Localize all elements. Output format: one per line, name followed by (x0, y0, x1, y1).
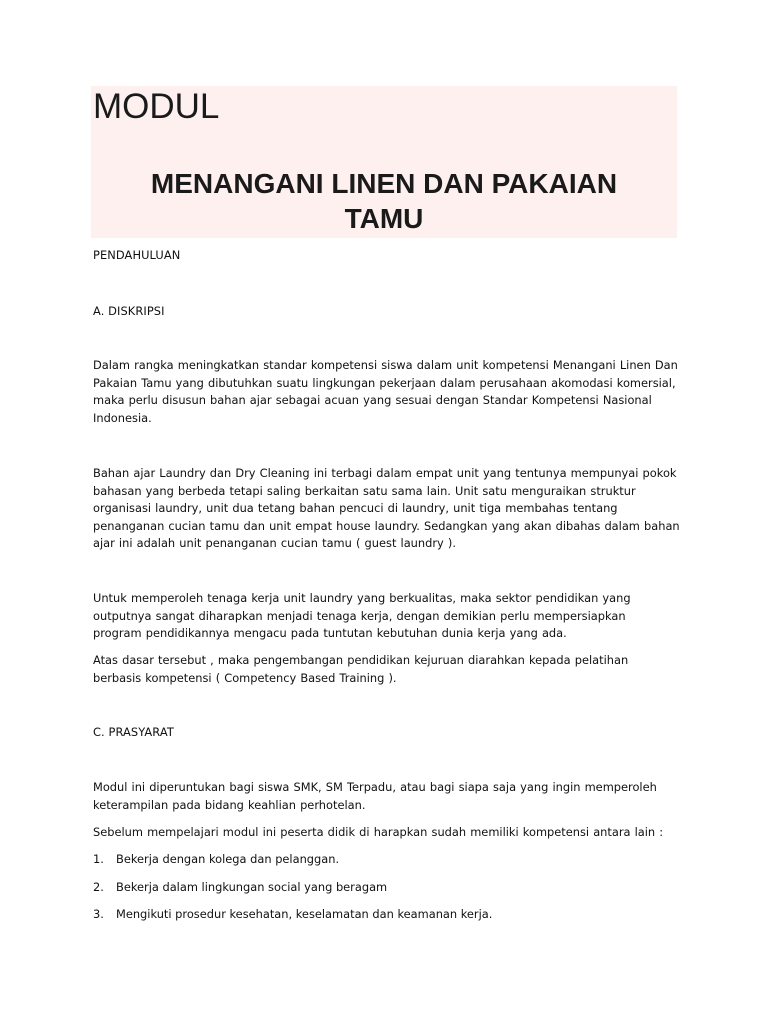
list-text: Bekerja dengan kolega dan pelanggan. (116, 852, 340, 866)
paragraph-line: Bahan ajar Laundry dan Dry Cleaning ini terbagi dalam empat unit yang tentunya mempunyai pokok (93, 466, 677, 480)
list-item (93, 851, 339, 869)
title-line-1: MENANGANI LINEN DAN PAKAIAN (150, 168, 618, 199)
section-pendahuluan: PENDAHULUAN (93, 248, 181, 262)
paragraph-line: Atas dasar tersebut , maka pengembangan pendidikan kejuruan diarahkan kepada pelatihan (93, 653, 629, 667)
paragraph-1 (93, 357, 683, 427)
list-number: 2. (93, 880, 104, 894)
section-diskripsi-heading: A. DISKRIPSI (93, 304, 165, 318)
paragraph-line: keterampilan pada bidang keahlian perhotelan. (93, 797, 366, 812)
paragraph-line: Untuk memperoleh tenaga kerja unit laundry yang berkualitas, maka sektor pendidikan yang (93, 591, 631, 605)
paragraph-line: Sebelum mempelajari modul ini peserta didik di harapkan sudah memiliki kompetensi antara lain : (93, 825, 664, 839)
list-text: Mengikuti prosedur kesehatan, keselamatan dan keamanan kerja. (116, 907, 493, 921)
paragraph-line: Modul ini diperuntukan bagi siswa SMK, SM Terpadu, atau bagi siapa saja yang ingin memperoleh (93, 780, 657, 794)
modul-label: MODUL (93, 87, 220, 126)
paragraph-line: Pakaian Tamu yang dibutuhkan suatu lingkungan pekerjaan dalam perusahaan akomodasi komersial, (93, 375, 676, 390)
paragraph-line: ajar ini adalah unit penanganan cucian tamu ( guest laundry ). (93, 536, 456, 551)
paragraph-line: berbasis kompetensi ( Competency Based Training ). (93, 670, 397, 685)
list-item (93, 879, 387, 897)
paragraph-line: maka perlu disusun bahan ajar sebagai acuan yang sesuai dengan Standar Kompetensi Nasional (93, 393, 652, 408)
document-title (91, 166, 677, 236)
paragraph-line: Indonesia. (93, 410, 152, 425)
list-number: 3. (93, 907, 104, 921)
paragraph-line: program pendidikannya mengacu pada tuntutan kebutuhan dunia kerja yang ada. (93, 626, 567, 641)
paragraph-line: outputnya sangat diharapkan menjadi tenaga kerja, dengan demikian perlu mempersiapkan (93, 608, 626, 623)
list-number: 1. (93, 852, 104, 866)
list-item (93, 906, 492, 924)
paragraph-6 (93, 824, 683, 842)
paragraph-line: penanganan cucian tamu dan unit empat house laundry. Sedangkan yang akan dibahas dalam bahan (93, 518, 680, 533)
paragraph-line: bahasan yang berbeda tetapi saling berkaitan satu sama lain. Unit satu menguraikan struktur (93, 483, 636, 498)
title-line-2: TAMU (344, 203, 424, 234)
paragraph-line: Dalam rangka meningkatkan standar kompetensi siswa dalam unit kompetensi Menangani Linen Dan (93, 358, 678, 372)
list-text: Bekerja dalam lingkungan social yang beragam (116, 880, 388, 894)
paragraph-3 (93, 590, 683, 643)
paragraph-line: organisasi laundry, unit dua tetang bahan pencuci di laundry, unit tiga membahas tentang (93, 501, 618, 516)
paragraph-2 (93, 465, 683, 553)
paragraph-5 (93, 779, 683, 814)
section-prasyarat-heading: C. PRASYARAT (93, 725, 174, 739)
paragraph-4 (93, 652, 683, 687)
